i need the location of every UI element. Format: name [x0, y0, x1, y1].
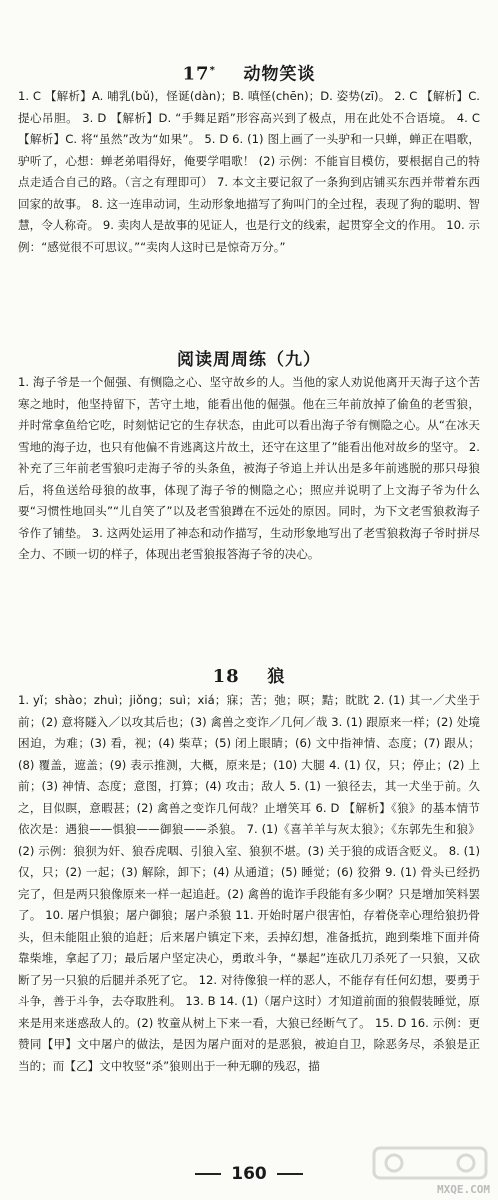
section-number: 17	[182, 63, 210, 85]
answers-block-17	[18, 86, 480, 258]
section-title: 阅读周周练（九）	[177, 350, 321, 370]
footer-dash-left	[195, 1173, 221, 1175]
answers-block-18	[18, 690, 480, 1077]
answers-text: 1. C 【解析】A. 哺乳(bǔ)，怪诞(dàn)；B. 嗔怪(chēn)；D. 姿势(zī)。 2. C 【解析】C. 提心吊胆。 3. D 【解析】D. “手舞足蹈”形容高兴到了极点，用在此处不合语境。 4. C 【解析】C. 将“虽然”改为“如果”。 5. D 6. (1) 图上画了一头驴和一只蝉，蝉正在唱歌，驴听了，心想：蝉老弟唱得好，俺要学唱歌！ (2) 示例：不能盲目模仿，要根据自己的特点走适合自己的路。（言之有理即可） 7. 本文主要记叙了一条狗到店铺买东西并带着东西回家的故事。 8. 这一连串动词，生动形象地描写了狗叫门的全过程，表现了狗的聪明、智慧，令人称奇。 9. 卖肉人是故事的见证人，也是行文的线索，起贯穿全文的作用。 10. 示例：“感觉很不可思议。”“卖肉人这时已是惊奇万分。”	[18, 89, 480, 254]
page-number: 160	[231, 1164, 267, 1184]
section-number: 18	[212, 666, 240, 687]
section-title: 动物笑谈	[243, 64, 316, 85]
answers-text: 1. yǐ；shào；zhuì；jiǒng；suì；xiá；寐；苦；弛；暝；黠；眈眈 2. (1) 其一／犬坐于前；(2) 意将隧入／以攻其后也；(3) 禽兽之变诈／几何／哉 3. (1) 跟原来一样；(2) 处境困迫，为难；(3) 看，视；(4) 柴草；(5) 闭上眼睛；(6) 文中指神情、态度；(7) 跟从；(8) 覆盖，遮盖；(9) 表示推测，大概，原来是；(10) 大腿 4. (1) 仅，只；停止；(2) 上前；(3) 神情、态度；意图，打算；(4) 攻击；敌人 5. (1) 一狼径去，其一犬坐于前。久之，目似瞑，意暇甚；(2) 禽兽之变诈几何哉？止增笑耳 6. D 【解析】《狼》的基本情节依次是：遇狼——惧狼——御狼——杀狼。 7. (1)《喜羊羊与灰太狼》；《东郭先生和狼》 (2) 示例：狼狈为奸、狼吞虎咽、引狼入室、狼狈不堪。(3) 关于狼的成语含贬义。 8. (1) 仅，只；(2) 一起；(3) 解除，卸下；(4) 从通道；(5) 睡觉；(6) 狡猾 9. (1) 骨头已经扔完了，但是两只狼像原来一样一起追赶。(2) 禽兽的诡诈手段能有多少啊？只是增加笑料罢了。 10. 屠户惧狼；屠户御狼；屠户杀狼 11. 开始时屠户很害怕，存着侥幸心理给狼扔骨头，但未能阻止狼的追赶；后来屠户镇定下来，丢掉幻想，准备抵抗，跑到柴堆下面并倚靠柴堆，拿起了刀；最后屠户坚定决心，勇敢斗争，“暴起”连砍几刀杀死了一只狼，又砍断了另一只狼的后腿并杀死了它。 12. 对待像狼一样的恶人，不能存有任何幻想，要勇于斗争，善于斗争，去夺取胜利。 13. B 14. (1)（屠户这时）才知道前面的狼假装睡觉，原来是用来迷惑敌人的。(2) 牧童从树上下来一看，大狼已经断气了。 15. D 16. 示例：更赞同【甲】文中屠户的做法，是因为屠户面对的是恶狼，被迫自卫，除恶务尽，杀狼是正当的；而【乙】文中牧竖“杀”狼则出于一种无聊的残忍，描	[18, 693, 480, 1073]
section-heading-18	[0, 664, 498, 690]
answers-block-weekly	[18, 372, 480, 566]
footer-dash-right	[277, 1173, 303, 1175]
section-mark: *	[209, 65, 216, 76]
section-heading-weekly	[0, 347, 498, 373]
section-title: 狼	[267, 667, 286, 687]
watermark-text: MXQE.COM	[437, 1183, 490, 1196]
answers-text: 1. 海子爷是一个倔强、有恻隐之心、坚守故乡的人。当他的家人劝说他离开天海子这个苦寒之地时，他坚持留下，苦守土地，能看出他的倔强。他在三年前放掉了偷鱼的老雪狼，并时常拿鱼给它吃，时刻惦记它的生存状态，由此可以看出海子爷有恻隐之心。从“在冰天雪地的海子边，也只有他偏不肯逃离这片故土，还守在这里了”能看出他对故乡的坚守。 2. 补充了三年前老雪狼叼走海子爷的头条鱼，被海子爷追上并认出是多年前逃脱的那只母狼后，将鱼送给母狼的故事，体现了海子爷的恻隐之心；照应并说明了上文海子爷为什么要“习惯性地回头”“儿自笑了”以及老雪狼蹲在不远处的原因。同时，为下文老雪狼救海子爷作了铺垫。 3. 这两处运用了神态和动作描写，生动形象地写出了老雪狼救海子爷时拼尽全力、不顾一切的样子，体现出老雪狼报答海子爷的决心。	[18, 375, 480, 561]
section-heading-17	[0, 58, 498, 88]
